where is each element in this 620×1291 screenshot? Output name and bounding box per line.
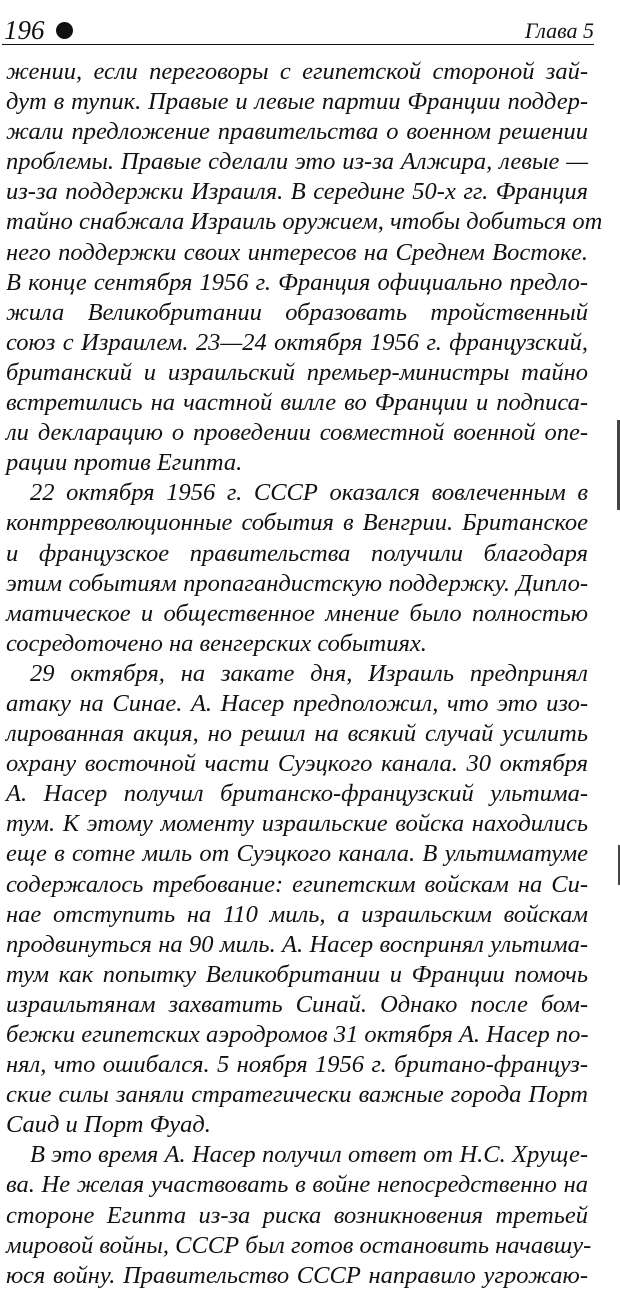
text-line: еще в сотне миль от Суэцкого канала. В ультиматуме (6, 840, 588, 868)
text-line: В это время А. Насер получил ответ от Н.С. Хруще- (30, 1141, 588, 1169)
text-line: бежки египетских аэродромов 31 октября А. Насер по- (6, 1021, 589, 1048)
text-line: израильтянам захватить Синай. Однако после бом- (6, 990, 588, 1018)
text-line: содержалось требование: египетским войскам на Си- (6, 870, 588, 898)
text-line: этим событиям пропагандистскую поддержку. Дипло- (6, 569, 588, 597)
text-line: тайно снабжала Израиль оружием, чтобы добиться от (6, 208, 603, 236)
text-line: В конце сентября 1956 г. Франция официально предло- (6, 268, 588, 296)
page-number: 196 (4, 15, 45, 45)
text-line: британский и израильский премьер-министры тайно (6, 358, 588, 386)
text-line: Саид и Порт Фуад. (6, 1111, 211, 1139)
text-line: ли декларацию о проведении совместной военной опе- (6, 419, 588, 447)
text-line: жила Великобритании образовать тройственный (6, 298, 588, 326)
text-line: матическое и общественное мнение было полностью (6, 599, 588, 627)
text-line: тум. К этому моменту израильские войска находились (6, 810, 588, 838)
text-line: лированная акция, но решил на всякий случай усилить (6, 720, 588, 748)
paragraph (6, 57, 603, 478)
text-line: тум как попытку Великобритании и Франции помочь (6, 960, 588, 988)
text-line: охрану восточной части Суэцкого канала. 30 октября (6, 750, 588, 778)
body-text (6, 57, 603, 1291)
text-line: проблемы. Правые сделали это из-за Алжира, левые — (6, 148, 588, 176)
paragraph (6, 659, 588, 1141)
text-line: рации против Египта. (6, 449, 243, 477)
text-line: контрреволюционные события в Венгрии. Британское (6, 509, 588, 537)
text-line: продвинуться на 90 миль. А. Насер воспринял ультима- (6, 930, 588, 958)
text-line: союз с Израилем. 23—24 октября 1956 г. французский, (6, 328, 588, 356)
bullet-icon (56, 22, 73, 39)
text-line: нае отступить на 110 миль, а израильским войскам (6, 900, 588, 928)
running-head: Глава 5 (524, 18, 594, 43)
text-line: дут в тупик. Правые и левые партии Франции поддер- (6, 88, 588, 116)
text-line: нял, что ошибался. 5 ноября 1956 г. британо-француз- (6, 1051, 588, 1079)
text-line: из-за поддержки Израиля. В середине 50-х гг. Франция (6, 178, 588, 206)
text-line: жении, если переговоры с египетской стороной зай- (6, 58, 588, 85)
text-line: юся войну. Правительство СССР направило угрожаю- (6, 1261, 588, 1289)
text-line: и французское правительства получили благодаря (6, 539, 588, 567)
text-line: А. Насер получил британско-французский ультима- (6, 780, 588, 808)
text-line: мировой войны, СССР был готов остановить начавшу- (6, 1231, 592, 1259)
text-line: ские силы заняли стратегически важные города Порт (6, 1081, 588, 1109)
text-line: стороне Египта из-за риска возникновения третьей (6, 1201, 588, 1229)
text-line: 22 октября 1956 г. СССР оказался вовлеченным в (30, 479, 588, 507)
text-line: сосредоточено на венгерских событиях. (6, 629, 427, 657)
text-line: 29 октября, на закате дня, Израиль предпринял (30, 659, 588, 687)
text-line: встретились на частной вилле во Франции и подписа- (6, 389, 588, 417)
text-line: атаку на Синае. А. Насер предположил, что это изо- (6, 689, 588, 717)
paragraph (6, 1140, 592, 1290)
page-header (2, 10, 594, 45)
text-line: ва. Не желая участвовать в войне непосредственно на (6, 1171, 588, 1199)
text-line: жали предложение правительства о военном решении (6, 118, 588, 146)
text-line: него поддержки своих интересов на Среднем Востоке. (6, 238, 588, 266)
paragraph (6, 478, 588, 659)
